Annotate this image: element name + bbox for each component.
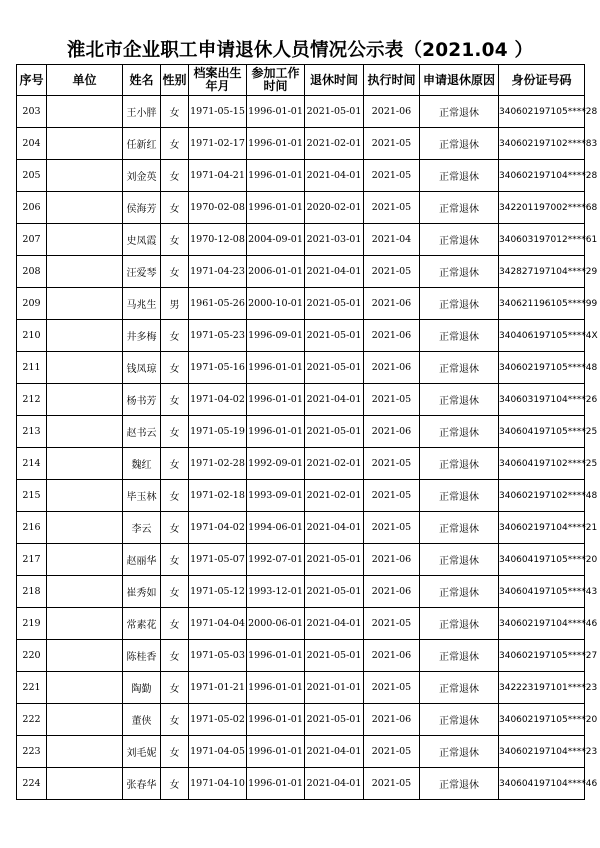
cell-birth: 1971-05-16 xyxy=(189,352,247,384)
cell-work-start: 1992-07-01 xyxy=(247,544,305,576)
cell-name: 魏红 xyxy=(123,448,161,480)
page-title: 淮北市企业职工申请退休人员情况公示表（2021.04 ） xyxy=(66,40,534,61)
cell-reason: 正常退休 xyxy=(420,160,499,192)
cell-reason: 正常退休 xyxy=(420,384,499,416)
cell-birth: 1971-02-18 xyxy=(189,480,247,512)
cell-work-start: 2006-01-01 xyxy=(247,256,305,288)
header-retire: 退休时间 xyxy=(305,65,364,96)
cell-seq: 222 xyxy=(17,704,47,736)
cell-id-no: 340602197105****48 xyxy=(499,352,585,384)
cell-retire: 2021-05-01 xyxy=(305,352,364,384)
cell-birth: 1961-05-26 xyxy=(189,288,247,320)
cell-id-no: 340604197105****43 xyxy=(499,576,585,608)
cell-exec: 2021-06 xyxy=(364,352,420,384)
cell-retire: 2021-05-01 xyxy=(305,576,364,608)
cell-retire: 2021-04-01 xyxy=(305,160,364,192)
cell-id-no: 340602197102****83 xyxy=(499,128,585,160)
cell-exec: 2021-05 xyxy=(364,128,420,160)
cell-id-no: 340602197104****21 xyxy=(499,512,585,544)
header-gender: 性别 xyxy=(161,65,189,96)
cell-birth: 1971-02-28 xyxy=(189,448,247,480)
cell-unit xyxy=(47,256,123,288)
cell-name: 史凤霞 xyxy=(123,224,161,256)
cell-id-no: 340604197105****25 xyxy=(499,416,585,448)
cell-seq: 204 xyxy=(17,128,47,160)
cell-seq: 223 xyxy=(17,736,47,768)
cell-work-start: 1996-01-01 xyxy=(247,768,305,800)
cell-birth: 1971-05-23 xyxy=(189,320,247,352)
cell-seq: 221 xyxy=(17,672,47,704)
cell-unit xyxy=(47,640,123,672)
cell-unit xyxy=(47,96,123,128)
table-row xyxy=(17,608,585,640)
cell-reason: 正常退休 xyxy=(420,672,499,704)
cell-unit xyxy=(47,320,123,352)
cell-retire: 2021-04-01 xyxy=(305,736,364,768)
cell-work-start: 1996-01-01 xyxy=(247,128,305,160)
cell-name: 任新红 xyxy=(123,128,161,160)
cell-id-no: 340604197102****25 xyxy=(499,448,585,480)
cell-seq: 214 xyxy=(17,448,47,480)
cell-birth: 1971-05-07 xyxy=(189,544,247,576)
cell-work-start: 1996-09-01 xyxy=(247,320,305,352)
cell-retire: 2021-05-01 xyxy=(305,544,364,576)
cell-name: 陶勤 xyxy=(123,672,161,704)
cell-seq: 203 xyxy=(17,96,47,128)
cell-gender: 女 xyxy=(161,224,189,256)
table-row xyxy=(17,672,585,704)
cell-name: 张春华 xyxy=(123,768,161,800)
table-row xyxy=(17,544,585,576)
cell-birth: 1970-12-08 xyxy=(189,224,247,256)
cell-retire: 2021-03-01 xyxy=(305,224,364,256)
cell-work-start: 1996-01-01 xyxy=(247,160,305,192)
cell-work-start: 2000-06-01 xyxy=(247,608,305,640)
cell-unit xyxy=(47,384,123,416)
cell-retire: 2021-04-01 xyxy=(305,256,364,288)
cell-unit xyxy=(47,704,123,736)
cell-birth: 1971-04-04 xyxy=(189,608,247,640)
cell-gender: 女 xyxy=(161,128,189,160)
cell-work-start: 1996-01-01 xyxy=(247,96,305,128)
cell-unit xyxy=(47,736,123,768)
cell-retire: 2021-02-01 xyxy=(305,448,364,480)
cell-unit xyxy=(47,128,123,160)
cell-id-no: 340602197104****46 xyxy=(499,608,585,640)
cell-id-no: 340604197105****20 xyxy=(499,544,585,576)
cell-id-no: 340602197104****23 xyxy=(499,736,585,768)
cell-birth: 1971-04-02 xyxy=(189,512,247,544)
table-row xyxy=(17,480,585,512)
table-body xyxy=(17,96,598,800)
cell-work-start: 1996-01-01 xyxy=(247,672,305,704)
cell-gender: 女 xyxy=(161,160,189,192)
cell-exec: 2021-06 xyxy=(364,640,420,672)
cell-retire: 2021-04-01 xyxy=(305,384,364,416)
cell-id-no: 340602197102****48 xyxy=(499,480,585,512)
cell-birth: 1971-04-23 xyxy=(189,256,247,288)
cell-gender: 女 xyxy=(161,256,189,288)
cell-unit xyxy=(47,416,123,448)
cell-name: 侯海芳 xyxy=(123,192,161,224)
cell-name: 钱凤琼 xyxy=(123,352,161,384)
cell-id-no: 342201197002****68 xyxy=(499,192,585,224)
cell-name: 常素花 xyxy=(123,608,161,640)
cell-exec: 2021-05 xyxy=(364,160,420,192)
cell-unit xyxy=(47,448,123,480)
cell-retire: 2021-02-01 xyxy=(305,480,364,512)
cell-id-no: 340621196105****99 xyxy=(499,288,585,320)
table-row xyxy=(17,576,585,608)
cell-seq: 215 xyxy=(17,480,47,512)
cell-exec: 2021-05 xyxy=(364,448,420,480)
cell-work-start: 2004-09-01 xyxy=(247,224,305,256)
cell-retire: 2021-05-01 xyxy=(305,704,364,736)
cell-exec: 2021-06 xyxy=(364,288,420,320)
cell-seq: 205 xyxy=(17,160,47,192)
cell-unit xyxy=(47,480,123,512)
header-work-start: 参加工作时间 xyxy=(247,65,305,96)
cell-name: 毕玉林 xyxy=(123,480,161,512)
cell-name: 赵书云 xyxy=(123,416,161,448)
cell-work-start: 1996-01-01 xyxy=(247,192,305,224)
cell-exec: 2021-05 xyxy=(364,256,420,288)
cell-gender: 女 xyxy=(161,480,189,512)
cell-birth: 1971-04-21 xyxy=(189,160,247,192)
cell-work-start: 1996-01-01 xyxy=(247,352,305,384)
cell-name: 汪爱琴 xyxy=(123,256,161,288)
cell-retire: 2021-04-01 xyxy=(305,512,364,544)
cell-gender: 男 xyxy=(161,288,189,320)
header-reason: 申请退休原因 xyxy=(420,65,499,96)
cell-name: 赵丽华 xyxy=(123,544,161,576)
cell-exec: 2021-05 xyxy=(364,192,420,224)
table-row xyxy=(17,192,585,224)
table-row xyxy=(17,96,585,128)
cell-seq: 218 xyxy=(17,576,47,608)
cell-name: 董侠 xyxy=(123,704,161,736)
cell-seq: 206 xyxy=(17,192,47,224)
cell-name: 崔秀如 xyxy=(123,576,161,608)
header-name: 姓名 xyxy=(123,65,161,96)
cell-id-no: 340602197104****28 xyxy=(499,160,585,192)
header-birth: 档案出生年月 xyxy=(189,65,247,96)
cell-reason: 正常退休 xyxy=(420,96,499,128)
cell-birth: 1971-05-15 xyxy=(189,96,247,128)
cell-id-no: 342827197104****29 xyxy=(499,256,585,288)
cell-seq: 212 xyxy=(17,384,47,416)
cell-work-start: 1994-06-01 xyxy=(247,512,305,544)
cell-seq: 208 xyxy=(17,256,47,288)
cell-unit xyxy=(47,608,123,640)
cell-gender: 女 xyxy=(161,704,189,736)
cell-reason: 正常退休 xyxy=(420,128,499,160)
cell-birth: 1971-01-21 xyxy=(189,672,247,704)
cell-exec: 2021-05 xyxy=(364,384,420,416)
cell-reason: 正常退休 xyxy=(420,192,499,224)
cell-id-no: 340603197104****26 xyxy=(499,384,585,416)
table-row xyxy=(17,320,585,352)
cell-birth: 1971-04-05 xyxy=(189,736,247,768)
cell-reason: 正常退休 xyxy=(420,544,499,576)
table-row xyxy=(17,768,585,800)
cell-gender: 女 xyxy=(161,640,189,672)
cell-seq: 224 xyxy=(17,768,47,800)
cell-reason: 正常退休 xyxy=(420,416,499,448)
header-unit: 单位 xyxy=(47,65,123,96)
table-row xyxy=(17,640,585,672)
cell-birth: 1971-04-02 xyxy=(189,384,247,416)
cell-birth: 1970-02-08 xyxy=(189,192,247,224)
cell-seq: 219 xyxy=(17,608,47,640)
cell-work-start: 1993-09-01 xyxy=(247,480,305,512)
cell-reason: 正常退休 xyxy=(420,320,499,352)
table-row xyxy=(17,288,585,320)
cell-work-start: 1996-01-01 xyxy=(247,384,305,416)
cell-birth: 1971-02-17 xyxy=(189,128,247,160)
cell-name: 李云 xyxy=(123,512,161,544)
cell-unit xyxy=(47,160,123,192)
table-row xyxy=(17,224,585,256)
table-row xyxy=(17,416,585,448)
cell-exec: 2021-06 xyxy=(364,320,420,352)
cell-retire: 2021-04-01 xyxy=(305,768,364,800)
cell-gender: 女 xyxy=(161,736,189,768)
cell-work-start: 1993-12-01 xyxy=(247,576,305,608)
cell-reason: 正常退休 xyxy=(420,704,499,736)
cell-seq: 209 xyxy=(17,288,47,320)
cell-retire: 2021-04-01 xyxy=(305,608,364,640)
cell-gender: 女 xyxy=(161,768,189,800)
cell-unit xyxy=(47,768,123,800)
cell-id-no: 340602197105****20 xyxy=(499,704,585,736)
cell-exec: 2021-05 xyxy=(364,608,420,640)
cell-name: 王小胖 xyxy=(123,96,161,128)
cell-exec: 2021-06 xyxy=(364,704,420,736)
cell-reason: 正常退休 xyxy=(420,640,499,672)
cell-gender: 女 xyxy=(161,672,189,704)
cell-work-start: 1996-01-01 xyxy=(247,640,305,672)
cell-exec: 2021-06 xyxy=(364,96,420,128)
cell-name: 刘金英 xyxy=(123,160,161,192)
cell-seq: 213 xyxy=(17,416,47,448)
cell-retire: 2021-05-01 xyxy=(305,416,364,448)
cell-seq: 220 xyxy=(17,640,47,672)
cell-exec: 2021-05 xyxy=(364,672,420,704)
cell-exec: 2021-06 xyxy=(364,576,420,608)
cell-reason: 正常退休 xyxy=(420,224,499,256)
cell-birth: 1971-05-12 xyxy=(189,576,247,608)
table-row xyxy=(17,256,585,288)
cell-reason: 正常退休 xyxy=(420,480,499,512)
cell-unit xyxy=(47,352,123,384)
table-row xyxy=(17,736,585,768)
cell-gender: 女 xyxy=(161,352,189,384)
cell-name: 井多梅 xyxy=(123,320,161,352)
cell-gender: 女 xyxy=(161,448,189,480)
cell-birth: 1971-05-03 xyxy=(189,640,247,672)
cell-reason: 正常退休 xyxy=(420,608,499,640)
cell-name: 马兆生 xyxy=(123,288,161,320)
cell-name: 陈桂香 xyxy=(123,640,161,672)
table-row xyxy=(17,512,585,544)
cell-retire: 2021-05-01 xyxy=(305,96,364,128)
cell-unit xyxy=(47,672,123,704)
table-header-row xyxy=(17,65,585,96)
cell-id-no: 340406197105****4X xyxy=(499,320,585,352)
cell-unit xyxy=(47,544,123,576)
cell-seq: 216 xyxy=(17,512,47,544)
cell-reason: 正常退休 xyxy=(420,512,499,544)
cell-unit xyxy=(47,224,123,256)
header-exec: 执行时间 xyxy=(364,65,420,96)
cell-gender: 女 xyxy=(161,576,189,608)
cell-retire: 2021-02-01 xyxy=(305,128,364,160)
cell-exec: 2021-06 xyxy=(364,416,420,448)
cell-reason: 正常退休 xyxy=(420,768,499,800)
cell-gender: 女 xyxy=(161,608,189,640)
cell-work-start: 2000-10-01 xyxy=(247,288,305,320)
cell-reason: 正常退休 xyxy=(420,256,499,288)
cell-retire: 2021-01-01 xyxy=(305,672,364,704)
cell-gender: 女 xyxy=(161,192,189,224)
cell-retire: 2021-05-01 xyxy=(305,320,364,352)
cell-id-no: 342223197101****23 xyxy=(499,672,585,704)
cell-seq: 210 xyxy=(17,320,47,352)
cell-exec: 2021-05 xyxy=(364,736,420,768)
cell-unit xyxy=(47,512,123,544)
cell-reason: 正常退休 xyxy=(420,288,499,320)
cell-work-start: 1996-01-01 xyxy=(247,416,305,448)
cell-reason: 正常退休 xyxy=(420,736,499,768)
cell-reason: 正常退休 xyxy=(420,448,499,480)
table-row xyxy=(17,448,585,480)
cell-id-no: 340602197105****27 xyxy=(499,640,585,672)
cell-exec: 2021-06 xyxy=(364,544,420,576)
cell-gender: 女 xyxy=(161,512,189,544)
cell-birth: 1971-05-19 xyxy=(189,416,247,448)
cell-work-start: 1996-01-01 xyxy=(247,704,305,736)
cell-gender: 女 xyxy=(161,416,189,448)
cell-unit xyxy=(47,576,123,608)
cell-gender: 女 xyxy=(161,96,189,128)
table-row xyxy=(17,352,585,384)
cell-retire: 2020-02-01 xyxy=(305,192,364,224)
cell-gender: 女 xyxy=(161,384,189,416)
table-row xyxy=(17,384,585,416)
cell-birth: 1971-04-10 xyxy=(189,768,247,800)
cell-gender: 女 xyxy=(161,544,189,576)
cell-work-start: 1996-01-01 xyxy=(247,736,305,768)
cell-exec: 2021-05 xyxy=(364,768,420,800)
cell-id-no: 340604197104****46 xyxy=(499,768,585,800)
cell-work-start: 1992-09-01 xyxy=(247,448,305,480)
cell-id-no: 340603197012****61 xyxy=(499,224,585,256)
cell-id-no: 340602197105****28 xyxy=(499,96,585,128)
cell-exec: 2021-04 xyxy=(364,224,420,256)
cell-exec: 2021-05 xyxy=(364,512,420,544)
table-row xyxy=(17,704,585,736)
cell-retire: 2021-05-01 xyxy=(305,640,364,672)
header-id-no: 身份证号码 xyxy=(499,65,585,96)
cell-retire: 2021-05-01 xyxy=(305,288,364,320)
table-row xyxy=(17,128,585,160)
cell-reason: 正常退休 xyxy=(420,352,499,384)
cell-exec: 2021-05 xyxy=(364,480,420,512)
cell-seq: 217 xyxy=(17,544,47,576)
cell-name: 杨书芳 xyxy=(123,384,161,416)
cell-birth: 1971-05-02 xyxy=(189,704,247,736)
cell-seq: 211 xyxy=(17,352,47,384)
cell-reason: 正常退休 xyxy=(420,576,499,608)
cell-gender: 女 xyxy=(161,320,189,352)
table-row xyxy=(17,160,585,192)
cell-unit xyxy=(47,192,123,224)
header-seq: 序号 xyxy=(17,65,47,96)
cell-seq: 207 xyxy=(17,224,47,256)
retirement-table xyxy=(16,64,598,800)
cell-unit xyxy=(47,288,123,320)
cell-name: 刘毛妮 xyxy=(123,736,161,768)
